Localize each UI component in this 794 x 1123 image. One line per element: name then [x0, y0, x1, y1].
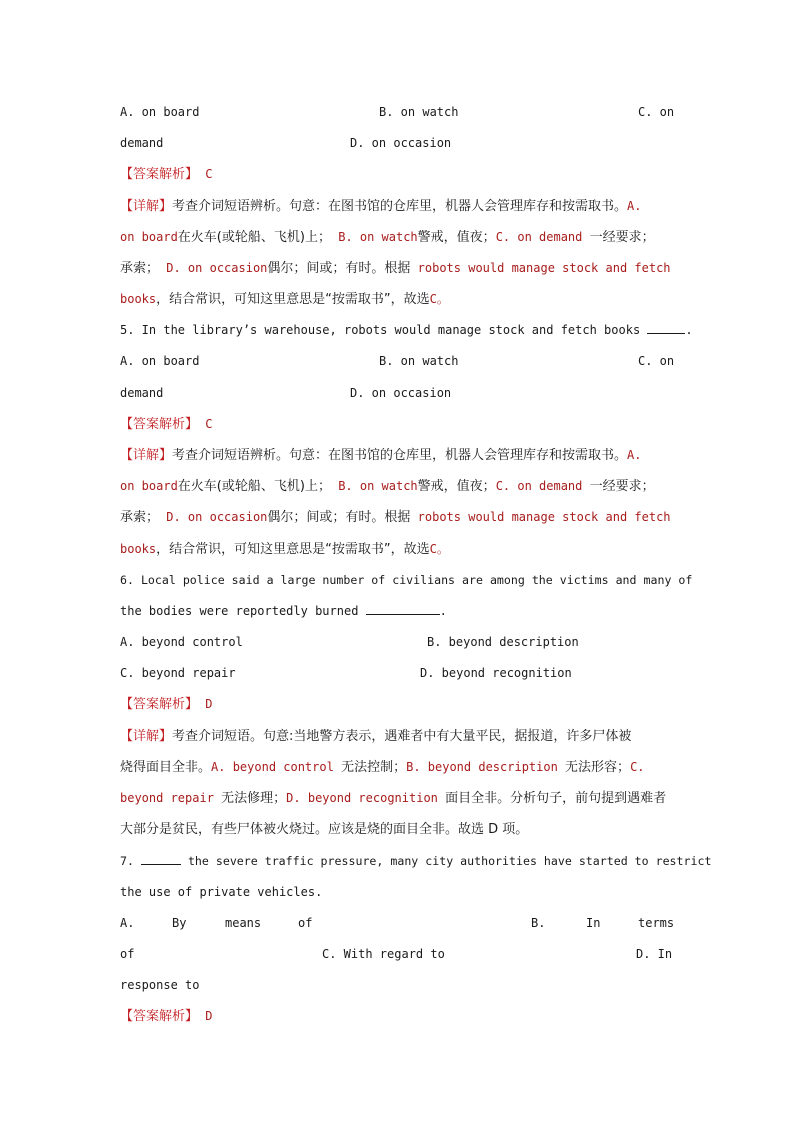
detail-text: 一经要求；	[589, 479, 655, 494]
detail-text: 大部分是贫民，有些尸体被火烧过。应该是烧的面目全非。故选 D 项。	[120, 822, 529, 837]
detail-line-3	[120, 507, 676, 527]
option-b: B. beyond description	[427, 635, 579, 649]
answer-letter: D	[205, 697, 213, 711]
option-b-word: terms	[638, 916, 675, 930]
detail-tag: 【详解】	[120, 729, 173, 744]
question-number: 7.	[120, 854, 134, 868]
detail-text: 无法控制；	[341, 760, 407, 775]
detail-text: A.	[627, 448, 642, 462]
option-c: C. on	[638, 354, 675, 368]
answer-letter: D	[205, 1009, 213, 1023]
question-text: .	[685, 323, 693, 337]
option-a-word: A.	[120, 916, 135, 930]
answer-tag: 【答案解析】	[120, 167, 199, 182]
detail-text: 无法形容；	[565, 760, 631, 775]
detail-text: 考查介词短语。句意:当地警方表示，遇难者中有大量平民，据报道，许多尸体被	[172, 729, 632, 744]
detail-term: on board	[120, 230, 178, 244]
answer-tag: 【答案解析】	[120, 697, 199, 712]
option-a-word: of	[298, 916, 313, 930]
option-c: C. on	[638, 105, 675, 119]
detail-term: books	[120, 542, 157, 556]
question-7-stem-2	[120, 882, 676, 902]
detail-term: B. on watch	[338, 479, 418, 493]
option-b: B. on watch	[379, 105, 459, 119]
detail-text: 考查介词短语辨析。句意：在图书馆的仓库里，机器人会管理库存和按需取书。	[172, 199, 628, 214]
answer-line	[120, 414, 676, 434]
detail-text: 一经要求；	[589, 230, 655, 245]
detail-line-2	[120, 227, 676, 247]
detail-line-2	[120, 476, 676, 496]
option-c-continued: demand	[120, 386, 164, 400]
detail-line-3	[120, 788, 676, 808]
answer-letter: C	[205, 167, 213, 181]
answer-tag: 【答案解析】	[120, 1009, 199, 1024]
option-a: A. on board	[120, 105, 200, 119]
detail-term: D. beyond recognition	[286, 791, 438, 805]
detail-line-3	[120, 258, 676, 278]
option-d: D. on occasion	[350, 136, 452, 150]
option-d: D. on occasion	[350, 386, 452, 400]
detail-text: ，结合常识，可知这里意思是“按需取书”，故选	[156, 292, 430, 307]
option-d: D. In	[636, 947, 673, 961]
detail-text: ，结合常识，可知这里意思是“按需取书”，故选	[156, 542, 430, 557]
question-5-stem	[120, 320, 693, 340]
answer-blank	[141, 852, 181, 865]
question-text: the bodies were reportedly burned	[120, 604, 359, 618]
detail-term: D. on occasion	[166, 261, 268, 275]
detail-text: 警戒，值夜；	[417, 230, 496, 245]
question-text: the use of private vehicles.	[120, 885, 323, 899]
answer-line	[120, 164, 676, 184]
detail-tag: 【详解】	[120, 448, 173, 463]
question-text: 5. In the library’s warehouse, robots would manage stock and fetch books	[120, 323, 641, 337]
detail-text: 面目全非。分析句子，前句提到遇难者	[445, 791, 667, 806]
detail-text: 偶尔；间或；有时。根据	[267, 261, 411, 276]
detail-term: C. on demand	[495, 479, 583, 493]
question-text: 6. Local police said a large number of civilians are among the victims and many of	[120, 573, 693, 587]
option-c: C. With regard to	[322, 947, 445, 961]
detail-term: beyond repair	[120, 791, 214, 805]
option-b-continued: of	[120, 947, 135, 961]
answer-letter: C	[205, 417, 213, 431]
detail-line-1	[120, 445, 676, 465]
detail-term: robots would manage stock and fetch	[417, 510, 671, 524]
answer-line	[120, 1006, 676, 1026]
detail-term: B. on watch	[338, 230, 418, 244]
detail-term: A. beyond control	[211, 760, 334, 774]
detail-term: C. on demand	[495, 230, 583, 244]
answer-blank	[647, 321, 685, 334]
detail-text: 考查介词短语辨析。句意：在图书馆的仓库里，机器人会管理库存和按需取书。	[172, 448, 628, 463]
detail-term: C。	[429, 292, 449, 306]
detail-text: 无法修理；	[221, 791, 287, 806]
detail-text: 警戒，值夜；	[417, 479, 496, 494]
detail-line-2	[120, 757, 676, 777]
option-c: C. beyond repair	[120, 666, 236, 680]
question-text: .	[439, 604, 447, 618]
option-a-word: means	[225, 916, 262, 930]
detail-term: books	[120, 292, 157, 306]
detail-text: 在火车(或轮船、飞机)上；	[177, 230, 331, 245]
detail-term: robots would manage stock and fetch	[417, 261, 671, 275]
detail-text: 承索；	[120, 261, 160, 276]
answer-blank	[366, 602, 440, 615]
question-6-stem-1	[120, 570, 693, 590]
option-b-word: B.	[531, 916, 546, 930]
answer-tag: 【答案解析】	[120, 417, 199, 432]
detail-term: D. on occasion	[166, 510, 268, 524]
option-a: A. on board	[120, 354, 200, 368]
option-d-continued: response to	[120, 978, 200, 992]
option-c-continued: demand	[120, 136, 164, 150]
detail-text: A.	[627, 199, 642, 213]
detail-line-1	[120, 726, 676, 746]
question-6-stem-2	[120, 601, 676, 621]
detail-text: 承索；	[120, 510, 160, 525]
detail-line-4	[120, 819, 676, 839]
detail-text: 在火车(或轮船、飞机)上；	[177, 479, 331, 494]
detail-term: C。	[429, 542, 449, 556]
detail-text: 偶尔；间或；有时。根据	[267, 510, 411, 525]
question-text: the severe traffic pressure, many city authorities have started to restrict	[187, 854, 712, 868]
detail-line-4	[120, 539, 676, 559]
detail-term: C.	[630, 760, 645, 774]
detail-text: 烧得面目全非。	[120, 760, 212, 775]
option-a: A. beyond control	[120, 635, 243, 649]
detail-term: on board	[120, 479, 178, 493]
detail-tag: 【详解】	[120, 199, 173, 214]
option-d: D. beyond recognition	[420, 666, 572, 680]
option-b-word: In	[586, 916, 601, 930]
detail-line-1	[120, 196, 676, 216]
question-7-stem-1	[120, 851, 712, 871]
option-a-word: By	[172, 916, 187, 930]
detail-line-4	[120, 289, 676, 309]
answer-line	[120, 694, 676, 714]
option-b: B. on watch	[379, 354, 459, 368]
detail-term: B. beyond description	[406, 760, 558, 774]
